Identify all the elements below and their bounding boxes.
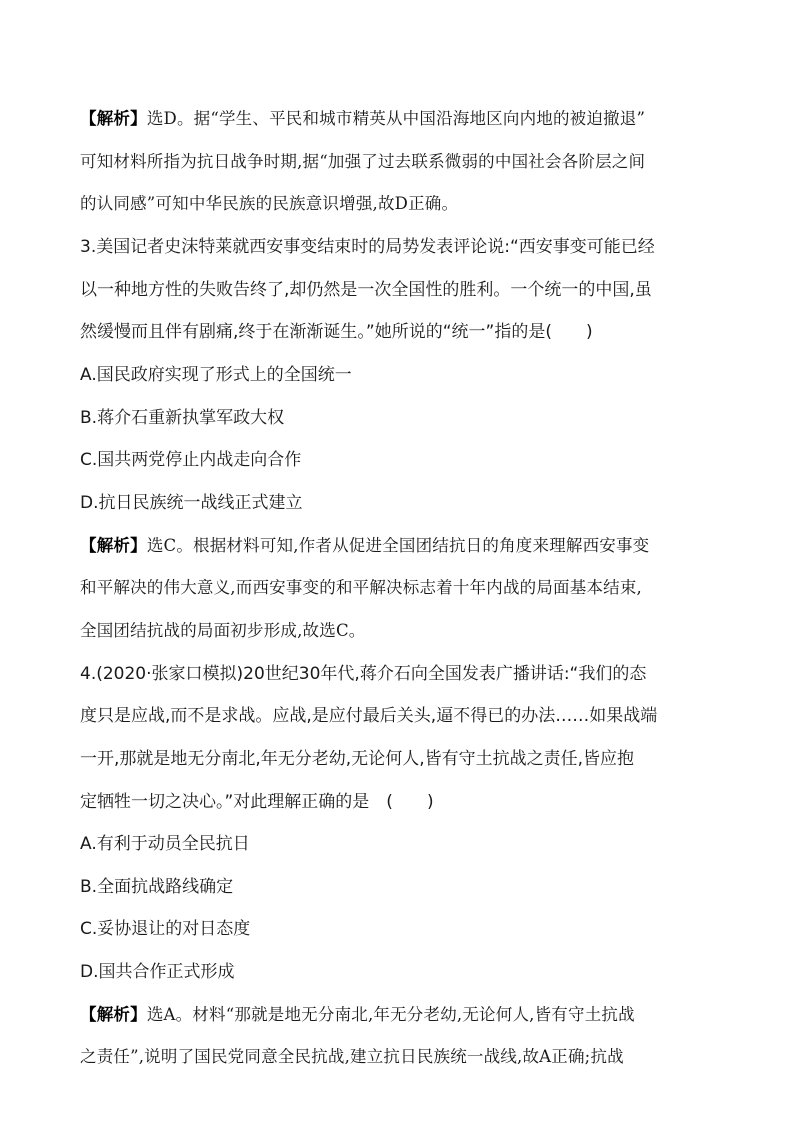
question-3-line-3: 然缓慢而且伴有剧痛,终于在渐渐诞生。”她所说的“统一”指的是( ) [80,322,593,342]
question-4-option-b: B.全面抗战路线确定 [80,877,234,897]
analysis-text: 选D。据“学生、平民和城市精英从中国沿海地区向内地的被迫撤退” [146,109,646,128]
question-4-line-4: 定牺牲一切之决心。”对此理解正确的是 ( ) [80,792,434,812]
question-4-option-d: D.国共合作正式形成 [80,962,235,982]
analysis-text: 选A。材料“那就是地无分南北,年无分老幼,无论何人,皆有守土抗战 [146,1005,635,1024]
analysis-tag: 【解析】 [80,536,147,555]
question-3-option-d: D.抗日民族统一战线正式建立 [80,493,303,513]
question-4-line-3: 一开,那就是地无分南北,年无分老幼,无论何人,皆有守土抗战之责任,皆应抱 [80,749,635,769]
analysis-1-line-3: 的认同感”可知中华民族的民族意识增强,故D正确。 [80,194,459,213]
analysis-1-line-2: 可知材料所指为抗日战争时期,据“加强了过去联系微弱的中国社会各阶层之间 [80,152,646,171]
analysis-tag: 【解析】 [80,109,147,128]
question-3-option-a: A.国民政府实现了形式上的全国统一 [80,365,352,385]
analysis-3-line-1 [80,535,720,557]
question-3-option-b: B.蒋介石重新执掌军政大权 [80,408,285,428]
question-4-line-2: 度只是应战,而不是求战。应战,是应付最后关头,逼不得已的办法……如果战端 [80,706,658,726]
analysis-tag: 【解析】 [80,1005,147,1024]
question-4-line-1: 4.(2020·张家口模拟)20世纪30年代,蒋介石向全国发表广播讲话:“我们的态 [80,664,647,684]
question-3-line-2: 以一种地方性的失败告终了,却仍然是一次全国性的胜利。一个统一的中国,虽 [80,280,652,300]
analysis-4-line-2: 之责任”,说明了国民党同意全民抗战,建立抗日民族统一战线,故A正确;抗战 [80,1047,624,1066]
question-3-line-1: 3.美国记者史沫特莱就西安事变结束时的局势发表评论说:“西安事变可能已经 [80,237,655,257]
question-4-option-c: C.妥协退让的对日态度 [80,919,251,939]
analysis-3-line-2: 和平解决的伟大意义,而西安事变的和平解决标志着十年内战的局面基本结束, [80,578,642,597]
analysis-4-line-1 [80,1004,720,1026]
analysis-text: 选C。根据材料可知,作者从促进全国团结抗日的角度来理解西安事变 [146,536,650,555]
analysis-3-line-3: 全国团结抗战的局面初步形成,故选C。 [80,621,366,640]
question-3-option-c: C.国共两党停止内战走向合作 [80,450,302,470]
analysis-1-line-1 [80,108,720,130]
question-4-option-a: A.有利于动员全民抗日 [80,834,250,854]
